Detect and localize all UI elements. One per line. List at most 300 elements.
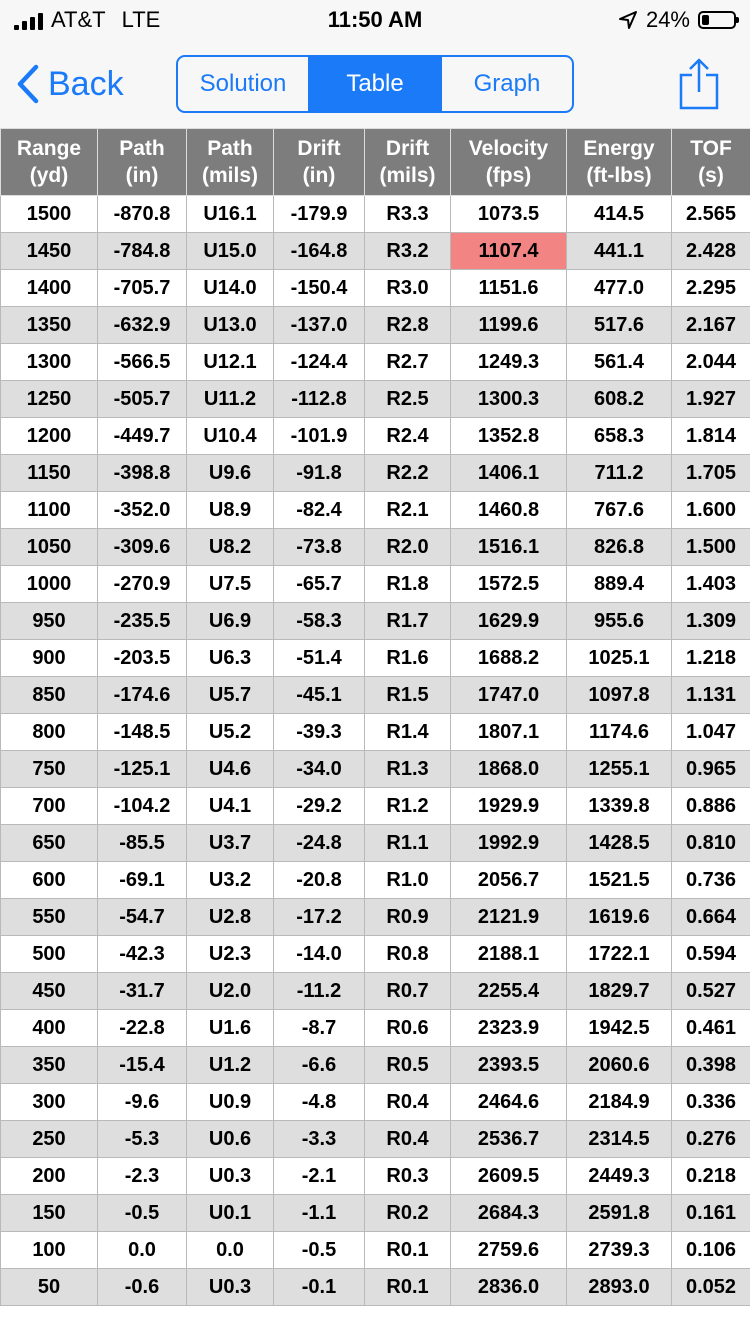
table-cell: 1100 [1,492,98,529]
table-cell: 1350 [1,307,98,344]
table-row [1,603,750,640]
table-cell: 1747.0 [451,677,567,714]
table-cell: R2.8 [365,307,451,344]
table-cell: 517.6 [567,307,672,344]
table-cell: 2323.9 [451,1010,567,1047]
table-cell: 0.810 [672,825,750,862]
table-cell: U2.8 [187,899,274,936]
column-header-unit: (yd) [29,164,69,187]
table-cell: U8.9 [187,492,274,529]
table-row [1,677,750,714]
table-cell: 2121.9 [451,899,567,936]
table-cell: R2.2 [365,455,451,492]
table-cell: 2.565 [672,196,750,233]
location-arrow-icon [618,10,638,30]
table-cell: -137.0 [274,307,365,344]
table-cell: 2.295 [672,270,750,307]
table-cell: 0.0 [98,1232,187,1269]
table-cell: 826.8 [567,529,672,566]
table-cell: 477.0 [567,270,672,307]
table-cell: -1.1 [274,1195,365,1232]
column-header-title: Path [119,137,165,160]
table-cell: 608.2 [567,381,672,418]
column-header-unit: (in) [302,164,336,187]
table-cell: -22.8 [98,1010,187,1047]
table-row [1,492,750,529]
table-cell: 2759.6 [451,1232,567,1269]
table-cell: -0.1 [274,1269,365,1306]
table-cell: 0.218 [672,1158,750,1195]
column-header [365,129,451,196]
table-row [1,381,750,418]
table-row [1,862,750,899]
table-cell: R0.8 [365,936,451,973]
table-cell: 889.4 [567,566,672,603]
table-cell: -125.1 [98,751,187,788]
table-cell: 1025.1 [567,640,672,677]
column-header-title: Path [207,137,253,160]
table-row [1,529,750,566]
table-cell: 1174.6 [567,714,672,751]
table-cell: -449.7 [98,418,187,455]
table-cell: -11.2 [274,973,365,1010]
view-segmented-control [176,55,574,113]
table-cell: 2.167 [672,307,750,344]
table-cell: 1450 [1,233,98,270]
table-cell: -112.8 [274,381,365,418]
table-cell: R0.1 [365,1269,451,1306]
table-cell: 350 [1,1047,98,1084]
table-cell: 2449.3 [567,1158,672,1195]
table-cell: 200 [1,1158,98,1195]
table-cell: -784.8 [98,233,187,270]
table-cell: 400 [1,1010,98,1047]
table-cell: U11.2 [187,381,274,418]
table-cell: 250 [1,1121,98,1158]
table-cell: 750 [1,751,98,788]
table-cell: U8.2 [187,529,274,566]
table-cell: R1.5 [365,677,451,714]
table-cell: 2609.5 [451,1158,567,1195]
table-cell: R0.3 [365,1158,451,1195]
table-cell: 414.5 [567,196,672,233]
column-header [672,129,750,196]
table-cell: -24.8 [274,825,365,862]
table-cell: U4.1 [187,788,274,825]
table-cell: -65.7 [274,566,365,603]
back-label: Back [48,64,124,103]
table-cell: 1.600 [672,492,750,529]
table-cell: 658.3 [567,418,672,455]
ballistics-table [0,128,750,1306]
table-cell: 2314.5 [567,1121,672,1158]
table-cell: 1619.6 [567,899,672,936]
column-header [567,129,672,196]
column-header-unit: (fps) [485,164,532,187]
battery-percent: 24% [645,7,690,32]
table-cell: 1460.8 [451,492,567,529]
table-cell: 950 [1,603,98,640]
table-cell: U3.2 [187,862,274,899]
table-cell: 2893.0 [567,1269,672,1306]
status-time: 11:50 AM [327,7,423,32]
table-cell: 2836.0 [451,1269,567,1306]
segment-graph[interactable]: Graph [473,70,541,97]
table-cell: 0.736 [672,862,750,899]
table-cell: 1688.2 [451,640,567,677]
table-row [1,566,750,603]
table-cell: R1.0 [365,862,451,899]
table-cell: 1097.8 [567,677,672,714]
table-cell: U13.0 [187,307,274,344]
table-cell: R2.7 [365,344,451,381]
table-row [1,973,750,1010]
table-cell: R3.3 [365,196,451,233]
table-cell: U6.9 [187,603,274,640]
table-cell: 1829.7 [567,973,672,1010]
status-bar [0,0,750,40]
column-header-title: Range [16,137,82,160]
table-row [1,1195,750,1232]
table-cell: R1.8 [365,566,451,603]
table-cell: -15.4 [98,1047,187,1084]
table-row [1,1047,750,1084]
table-cell: -54.7 [98,899,187,936]
table-cell: 1249.3 [451,344,567,381]
table-cell: 0.106 [672,1232,750,1269]
table-cell: R1.1 [365,825,451,862]
table-cell: 550 [1,899,98,936]
table-cell: -203.5 [98,640,187,677]
table-cell: 1.403 [672,566,750,603]
table-cell: -39.3 [274,714,365,751]
table-cell: U10.4 [187,418,274,455]
table-cell: -31.7 [98,973,187,1010]
table-cell: -73.8 [274,529,365,566]
table-row [1,196,750,233]
table-row [1,344,750,381]
column-header-unit: (s) [698,164,724,187]
table-cell: 500 [1,936,98,973]
table-body [1,196,750,1306]
table-cell: 1.927 [672,381,750,418]
network-type: LTE [121,7,161,32]
table-cell: -82.4 [274,492,365,529]
table-cell: U12.1 [187,344,274,381]
table-row [1,1010,750,1047]
table-cell: 1151.6 [451,270,567,307]
table-cell: 1.814 [672,418,750,455]
table-cell: -270.9 [98,566,187,603]
table-cell: 1199.6 [451,307,567,344]
table-cell: 767.6 [567,492,672,529]
table-cell: -174.6 [98,677,187,714]
table-cell: 0.664 [672,899,750,936]
table-row [1,640,750,677]
table-cell: 2056.7 [451,862,567,899]
table-cell: 700 [1,788,98,825]
table-cell: 1150 [1,455,98,492]
table-cell: 0.0 [187,1232,274,1269]
table-row [1,455,750,492]
back-button[interactable] [16,60,124,108]
share-icon [678,58,720,110]
table-cell: 2464.6 [451,1084,567,1121]
table-cell: 1200 [1,418,98,455]
table-cell: 1992.9 [451,825,567,862]
table-cell: -179.9 [274,196,365,233]
table-cell: 0.594 [672,936,750,973]
table-cell: -309.6 [98,529,187,566]
table-cell: 850 [1,677,98,714]
table-cell: -42.3 [98,936,187,973]
column-header-title: Energy [583,137,655,160]
table-cell: R2.1 [365,492,451,529]
table-cell: -17.2 [274,899,365,936]
table-row [1,714,750,751]
table-cell: 450 [1,973,98,1010]
table-cell: R2.0 [365,529,451,566]
table-cell: 1521.5 [567,862,672,899]
table-cell: -398.8 [98,455,187,492]
table-cell: -4.8 [274,1084,365,1121]
table-cell: 2393.5 [451,1047,567,1084]
table-cell: 1629.9 [451,603,567,640]
table-cell: -870.8 [98,196,187,233]
table-cell: -6.6 [274,1047,365,1084]
table-cell: U0.1 [187,1195,274,1232]
carrier-name: AT&T [51,7,106,32]
column-header-unit: (in) [125,164,159,187]
table-row [1,899,750,936]
column-header [98,129,187,196]
table-cell: 150 [1,1195,98,1232]
table-cell: 1352.8 [451,418,567,455]
table-cell: 300 [1,1084,98,1121]
table-cell: U0.9 [187,1084,274,1121]
table-cell: R0.4 [365,1084,451,1121]
table-cell: U7.5 [187,566,274,603]
table-cell: 1107.4 [451,233,567,270]
table-cell: -14.0 [274,936,365,973]
table-cell: R1.3 [365,751,451,788]
table-cell: U1.6 [187,1010,274,1047]
battery-icon [698,11,736,29]
table-cell: U2.0 [187,973,274,1010]
table-cell: U5.2 [187,714,274,751]
column-header-unit: (ft-lbs) [586,164,652,187]
table-cell: 2188.1 [451,936,567,973]
table-cell: 1929.9 [451,788,567,825]
table-row [1,270,750,307]
table-cell: 1339.8 [567,788,672,825]
table-cell: -632.9 [98,307,187,344]
table-cell: 2184.9 [567,1084,672,1121]
table-cell: 0.336 [672,1084,750,1121]
battery-fill [702,15,709,25]
table-row [1,307,750,344]
table-row [1,1269,750,1306]
column-header-title: Drift [297,137,341,160]
table-cell: R0.1 [365,1232,451,1269]
segment-solution[interactable]: Solution [178,57,310,111]
table-cell: 900 [1,640,98,677]
table-cell: 2591.8 [567,1195,672,1232]
column-header-title: Drift [385,137,430,160]
column-header-unit: (mils) [201,164,258,187]
table-cell: 0.527 [672,973,750,1010]
table-cell: R2.4 [365,418,451,455]
table-cell: -58.3 [274,603,365,640]
table-cell: 0.965 [672,751,750,788]
table-cell: 441.1 [567,233,672,270]
table-cell: 711.2 [567,455,672,492]
table-cell: 1722.1 [567,936,672,973]
column-header [274,129,365,196]
table-cell: -3.3 [274,1121,365,1158]
table-cell: 1400 [1,270,98,307]
table-cell: -164.8 [274,233,365,270]
table-row [1,1084,750,1121]
table-cell: 1807.1 [451,714,567,751]
table-cell: -0.5 [274,1232,365,1269]
table-cell: -85.5 [98,825,187,862]
table-cell: -2.1 [274,1158,365,1195]
table-cell: -705.7 [98,270,187,307]
table-cell: U16.1 [187,196,274,233]
table-cell: 1000 [1,566,98,603]
table-cell: 1.131 [672,677,750,714]
column-header [1,129,98,196]
table-row [1,788,750,825]
table-cell: U5.7 [187,677,274,714]
table-row [1,233,750,270]
table-row [1,1121,750,1158]
table-cell: 1.500 [672,529,750,566]
table-cell: 561.4 [567,344,672,381]
column-header-unit: (mils) [379,164,436,187]
table-cell: -0.5 [98,1195,187,1232]
table-cell: 0.461 [672,1010,750,1047]
table-row [1,825,750,862]
table-cell: 0.886 [672,788,750,825]
table-cell: 1.705 [672,455,750,492]
table-cell: -2.3 [98,1158,187,1195]
table-cell: 0.276 [672,1121,750,1158]
table-cell: U6.3 [187,640,274,677]
table-cell: 1.047 [672,714,750,751]
table-cell: 1250 [1,381,98,418]
table-cell: U2.3 [187,936,274,973]
table-row [1,936,750,973]
table-cell: -8.7 [274,1010,365,1047]
table-cell: -34.0 [274,751,365,788]
table-cell: 600 [1,862,98,899]
table-cell: R1.7 [365,603,451,640]
column-header [187,129,274,196]
table-cell: -148.5 [98,714,187,751]
table-cell: 1500 [1,196,98,233]
table-cell: -5.3 [98,1121,187,1158]
table-cell: U3.7 [187,825,274,862]
segment-table[interactable]: Table [310,57,442,111]
table-cell: R0.2 [365,1195,451,1232]
table-cell: 1050 [1,529,98,566]
table-cell: -505.7 [98,381,187,418]
table-cell: -150.4 [274,270,365,307]
table-cell: -69.1 [98,862,187,899]
table-cell: U0.3 [187,1158,274,1195]
table-cell: -9.6 [98,1084,187,1121]
table-cell: 0.161 [672,1195,750,1232]
share-button[interactable] [678,58,720,115]
table-cell: -235.5 [98,603,187,640]
app-header [0,0,750,128]
table-cell: -29.2 [274,788,365,825]
table-cell: R3.2 [365,233,451,270]
table-cell: 0.398 [672,1047,750,1084]
table-cell: -352.0 [98,492,187,529]
table-cell: 1868.0 [451,751,567,788]
table-row [1,418,750,455]
table-cell: -45.1 [274,677,365,714]
chevron-left-icon [16,64,40,104]
table-cell: U0.6 [187,1121,274,1158]
table-cell: 1406.1 [451,455,567,492]
table-cell: 100 [1,1232,98,1269]
table-cell: 1428.5 [567,825,672,862]
table-cell: -91.8 [274,455,365,492]
table-cell: U1.2 [187,1047,274,1084]
table-cell: 2536.7 [451,1121,567,1158]
table-cell: 2060.6 [567,1047,672,1084]
table-cell: 2739.3 [567,1232,672,1269]
table-cell: 2255.4 [451,973,567,1010]
table-row [1,1232,750,1269]
table-cell: 955.6 [567,603,672,640]
table-cell: R1.6 [365,640,451,677]
table-header-row [1,129,750,196]
table-cell: R2.5 [365,381,451,418]
table-cell: 1.309 [672,603,750,640]
table-cell: 1942.5 [567,1010,672,1047]
table-cell: 1300 [1,344,98,381]
table-cell: 50 [1,1269,98,1306]
table-row [1,1158,750,1195]
table-cell: U0.3 [187,1269,274,1306]
table-cell: 2.044 [672,344,750,381]
table-cell: 0.052 [672,1269,750,1306]
table-cell: 2684.3 [451,1195,567,1232]
table-cell: R3.0 [365,270,451,307]
table-cell: -0.6 [98,1269,187,1306]
table-cell: 2.428 [672,233,750,270]
table-cell: U15.0 [187,233,274,270]
table-cell: R0.6 [365,1010,451,1047]
table-row [1,751,750,788]
table-cell: U14.0 [187,270,274,307]
table-cell: R0.4 [365,1121,451,1158]
status-right [618,0,736,40]
table-cell: U9.6 [187,455,274,492]
table-cell: R1.4 [365,714,451,751]
column-header [451,129,567,196]
table-cell: U4.6 [187,751,274,788]
table-cell: R0.7 [365,973,451,1010]
table-cell: R0.5 [365,1047,451,1084]
table-cell: -104.2 [98,788,187,825]
table-cell: 1300.3 [451,381,567,418]
